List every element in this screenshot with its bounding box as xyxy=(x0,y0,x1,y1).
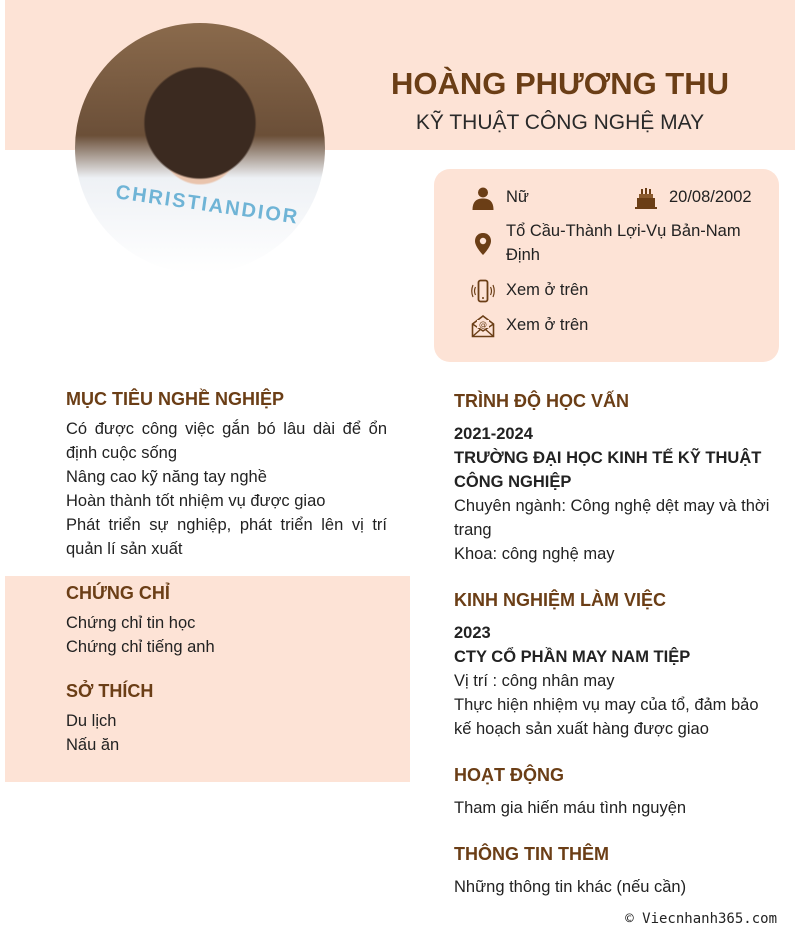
objective-line: Phát triển sự nghiệp, phát triển lên vị trí quản lí sản xuất xyxy=(66,516,387,558)
certificates-list xyxy=(66,611,387,659)
certificates-title: CHỨNG CHỈ xyxy=(66,583,170,603)
footer-copyright: © Viecnhanh365.com xyxy=(625,911,777,927)
certificate-item: Chứng chỉ tiếng anh xyxy=(66,638,215,656)
job-title: KỸ THUẬT CÔNG NGHỆ MAY xyxy=(415,111,705,134)
objective-list xyxy=(66,417,387,561)
contact-gender xyxy=(470,185,529,211)
hobbies-title: SỞ THÍCH xyxy=(66,681,154,701)
education-title: TRÌNH ĐỘ HỌC VẤN xyxy=(454,391,629,411)
experience-year: 2023 xyxy=(454,624,491,642)
avatar-shirt-print: CHRISTIANDIOR xyxy=(114,181,301,229)
education-major: Chuyên ngành: Công nghệ dệt may và thời trang xyxy=(454,497,770,539)
extra-info-title: THÔNG TIN THÊM xyxy=(454,844,609,864)
education-details xyxy=(454,422,776,566)
contact-email xyxy=(470,313,588,339)
hobby-item: Nấu ăn xyxy=(66,736,120,754)
avatar xyxy=(75,23,325,273)
education-period: 2021-2024 xyxy=(454,425,533,443)
experience-company: CTY CỔ PHẦN MAY NAM TIỆP xyxy=(454,648,691,666)
person-icon xyxy=(470,185,496,211)
mail-icon xyxy=(470,313,496,339)
objective-line: Hoàn thành tốt nhiệm vụ được giao xyxy=(66,492,326,510)
experience-title: KINH NGHIỆM LÀM VIỆC xyxy=(454,590,667,610)
experience-position: Vị trí : công nhân may xyxy=(454,672,615,690)
hobbies-list xyxy=(66,709,387,757)
objective-title: MỤC TIÊU NGHỀ NGHIỆP xyxy=(66,389,285,409)
dob-value: 20/08/2002 xyxy=(669,188,752,206)
birthday-cake-icon xyxy=(633,185,659,211)
objective-line: Có được công việc gắn bó lâu dài để ổn định cuộc sống xyxy=(66,420,387,462)
contact-phone xyxy=(470,278,588,304)
svg-text:@: @ xyxy=(479,320,487,329)
activities-title: HOẠT ĐỘNG xyxy=(454,765,564,785)
contact-card xyxy=(434,169,779,362)
candidate-name: HOÀNG PHƯƠNG THU xyxy=(390,66,730,101)
location-pin-icon xyxy=(470,231,496,257)
education-school: TRƯỜNG ĐẠI HỌC KINH TẾ KỸ THUẬT CÔNG NGHIỆP xyxy=(454,449,762,491)
gender-value: Nữ xyxy=(506,188,529,206)
phone-value: Xem ở trên xyxy=(506,281,589,299)
certificate-item: Chứng chỉ tin học xyxy=(66,614,196,632)
contact-dob xyxy=(633,185,752,211)
experience-details xyxy=(454,621,776,741)
activities-text: Tham gia hiến máu tình nguyện xyxy=(454,799,687,817)
email-value: Xem ở trên xyxy=(506,316,589,334)
education-faculty: Khoa: công nghệ may xyxy=(454,545,615,563)
extra-info-text: Những thông tin khác (nếu cần) xyxy=(454,878,687,896)
phone-icon xyxy=(470,278,496,304)
contact-address xyxy=(470,219,760,267)
hobby-item: Du lịch xyxy=(66,712,117,730)
objective-line: Nâng cao kỹ năng tay nghề xyxy=(66,468,267,486)
address-value: Tổ Cầu-Thành Lợi-Vụ Bản-Nam Định xyxy=(506,222,741,264)
experience-description: Thực hiện nhiệm vụ may của tổ, đảm bảo kế hoạch sản xuất hàng được giao xyxy=(454,696,759,738)
